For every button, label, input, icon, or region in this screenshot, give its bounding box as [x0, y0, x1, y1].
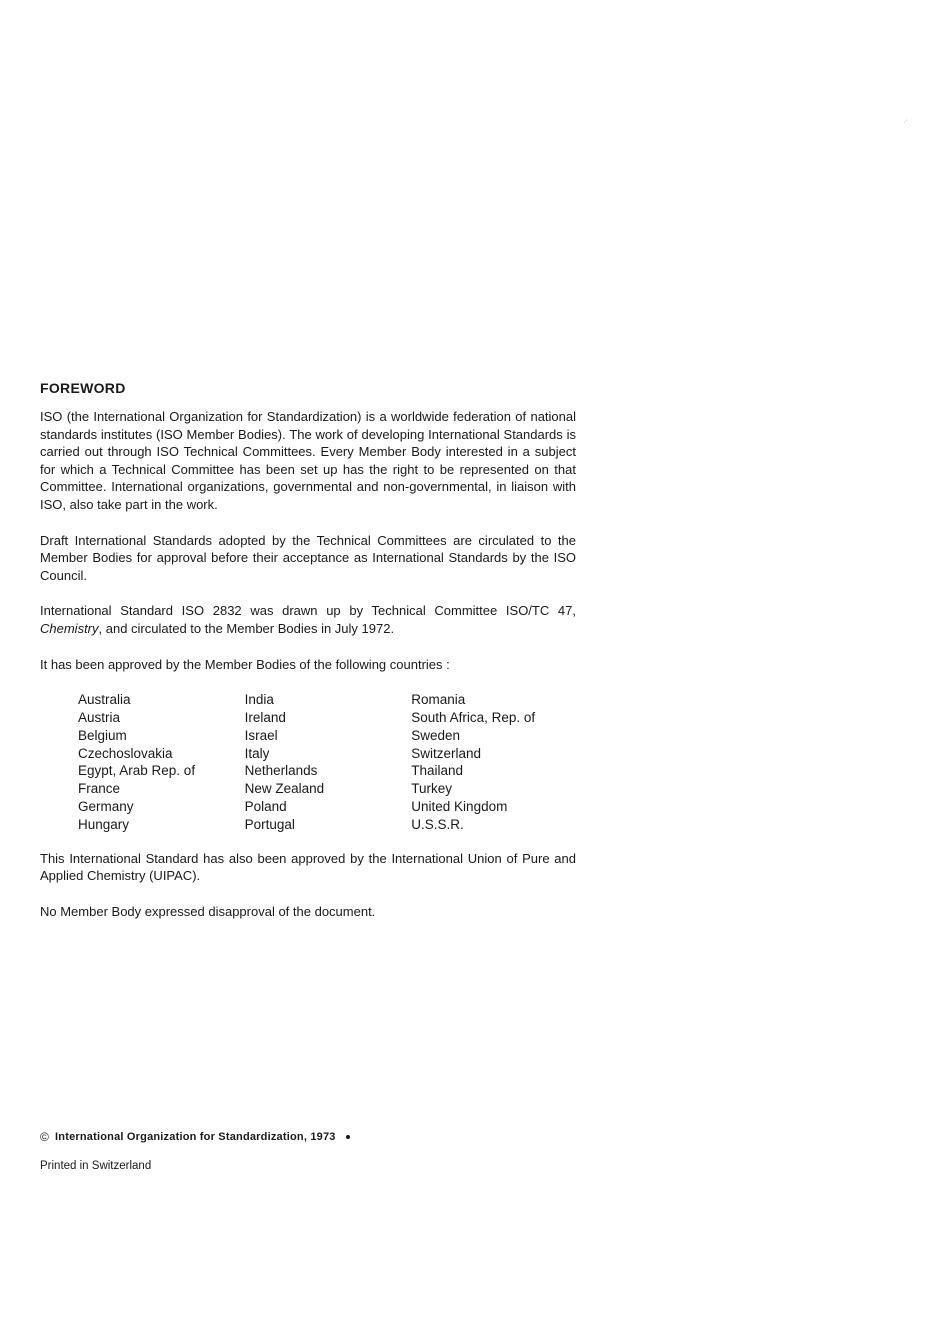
country-name: Czechoslovakia — [78, 745, 173, 761]
country-name: Belgium — [78, 727, 127, 743]
country-name: Ireland — [244, 709, 286, 725]
paragraph-iupac-approval: This International Standard has also been approved by the International Union of Pure and Applied Chemistry (UIPAC). — [40, 850, 576, 884]
origin-text-start: International Standard ISO 2832 was drawn up by Technical Committee ISO/TC 47, — [40, 603, 576, 619]
country-name: Hungary — [78, 816, 130, 832]
paragraph-standard-origin — [40, 602, 576, 637]
country-name: Thailand — [411, 763, 464, 779]
country-name: Switzerland — [411, 745, 482, 761]
country-name: India — [244, 692, 274, 708]
country-name: Australia — [78, 692, 131, 708]
copyright-line — [40, 1130, 350, 1144]
page-footer — [40, 1130, 350, 1172]
country-name: Germany — [78, 798, 134, 814]
country-name: Portugal — [244, 816, 295, 832]
approving-countries-list — [78, 691, 576, 833]
country-name: France — [78, 781, 121, 797]
countries-column-1 — [78, 691, 245, 833]
country-name: Romania — [411, 692, 466, 708]
country-name: South Africa, Rep. of — [411, 709, 536, 725]
foreword-heading: FOREWORD — [40, 380, 126, 396]
country-name: Egypt, Arab Rep. of — [78, 763, 196, 779]
origin-text-end: , and circulated to the Member Bodies in July 1972. — [98, 620, 395, 636]
country-name: Netherlands — [244, 763, 318, 779]
paragraph-no-disapproval: No Member Body expressed disapproval of the document. — [40, 903, 376, 919]
country-name: Austria — [78, 709, 121, 725]
paragraph-approval-intro: It has been approved by the Member Bodies of the following countries : — [40, 656, 450, 672]
country-name: Israel — [244, 727, 278, 743]
country-name: Turkey — [411, 781, 453, 797]
foreword-section — [40, 380, 576, 938]
country-name: Italy — [244, 745, 270, 761]
copyright-text: International Organization for Standardization, 1973 — [55, 1131, 336, 1143]
countries-column-2 — [245, 691, 412, 833]
country-name: U.S.S.R. — [411, 816, 464, 832]
scan-speck: ·ʻ — [903, 118, 908, 127]
country-name: New Zealand — [244, 781, 325, 797]
copyright-icon: © — [40, 1130, 50, 1144]
country-name: Poland — [244, 798, 287, 814]
printed-location: Printed in Switzerland — [40, 1160, 152, 1172]
bullet-dot-icon — [346, 1135, 350, 1139]
countries-column-3 — [411, 691, 576, 833]
country-name: Sweden — [411, 727, 461, 743]
committee-name: Chemistry — [40, 620, 99, 636]
paragraph-draft-standards: Draft International Standards adopted by the Technical Committees are circulated to the Member Bodies for approval before their acceptance as International Standards by the ISO Council. — [40, 532, 576, 583]
paragraph-iso-intro: ISO (the International Organization for Standardization) is a worldwide federation of national standards institutes (ISO Member Bodies). The work of developing International Standards is carried out through ISO Technical Committees. Every Member Body interested in a subject for which a Technical Committee has been set up has the right to be represented on that Committee. International organizations, governmental and non-governmental, in liaison with ISO, also take part in the work. — [40, 409, 576, 512]
country-name: United Kingdom — [411, 798, 508, 814]
